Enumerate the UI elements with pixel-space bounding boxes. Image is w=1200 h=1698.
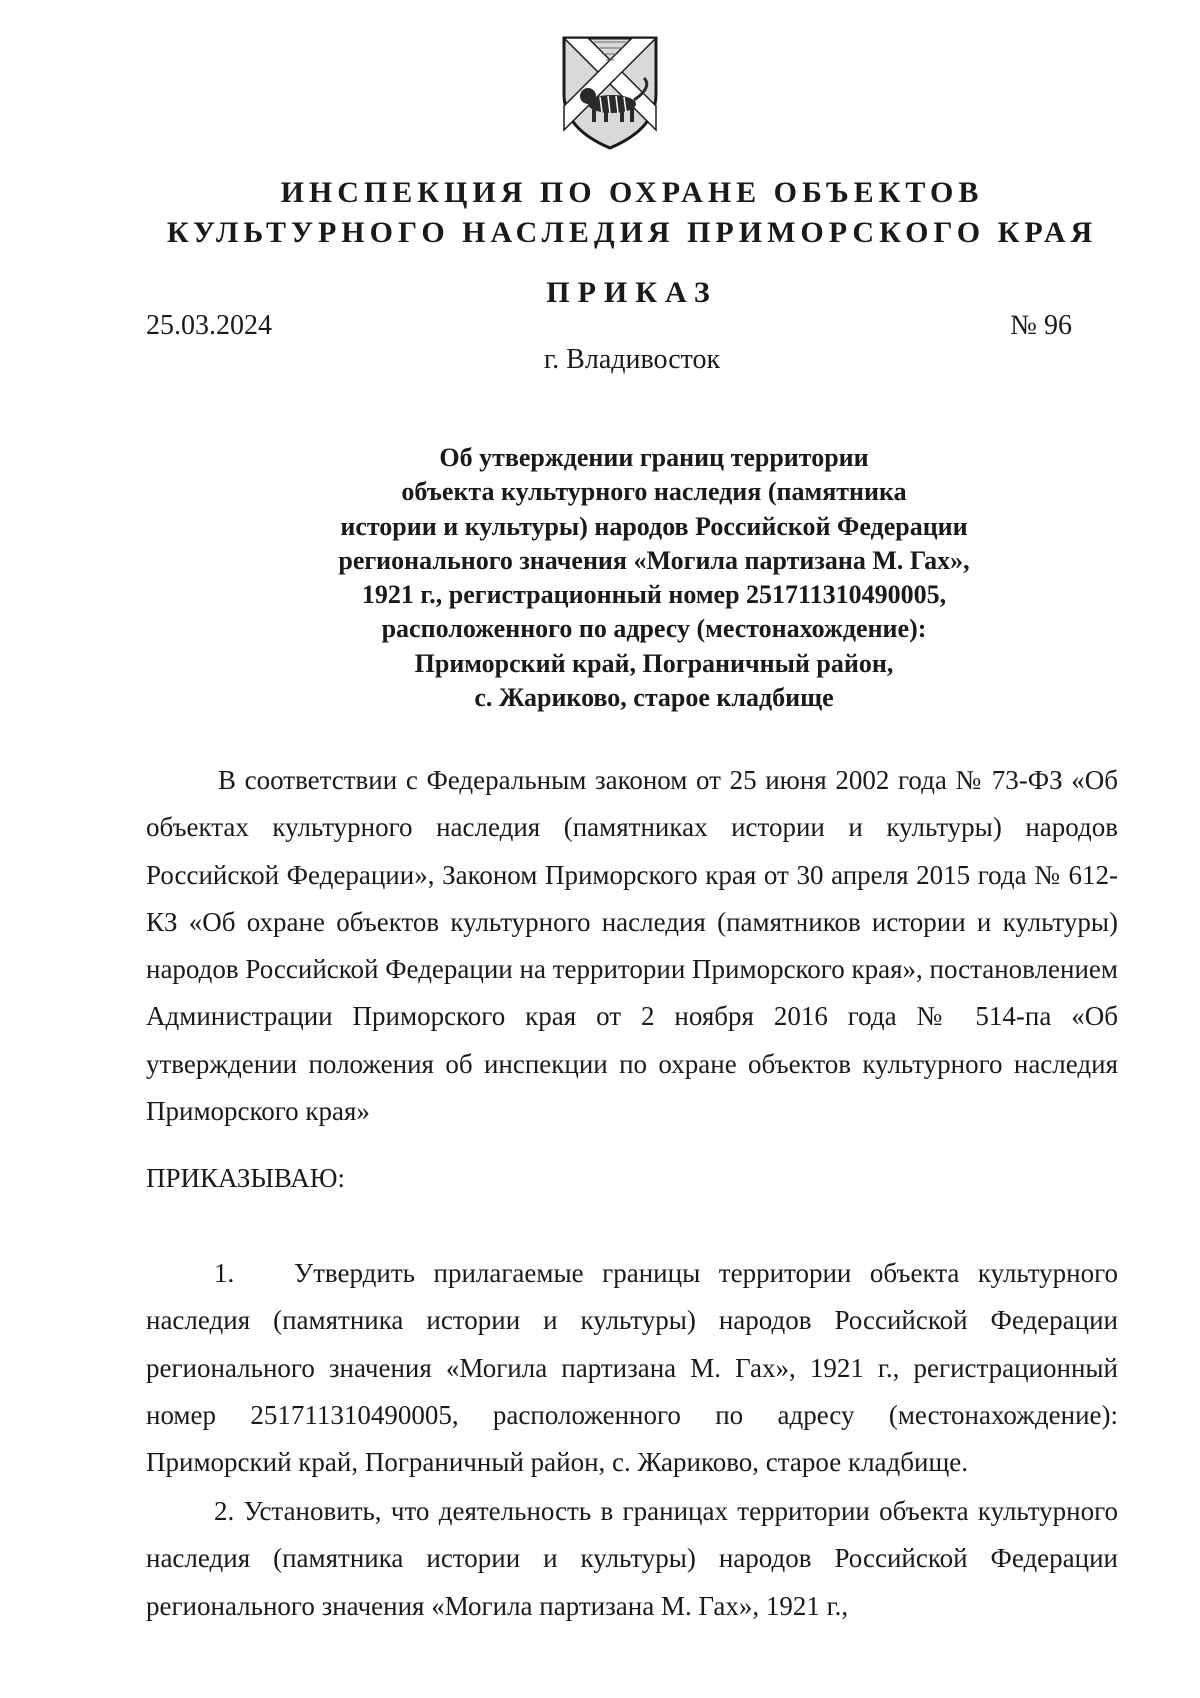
document-date: 25.03.2024: [146, 310, 272, 341]
title-line: регионального значения «Могила партизана М. Гах»,: [338, 545, 970, 575]
document-number: № 96: [1010, 310, 1072, 341]
order-item: [146, 1488, 1118, 1630]
title-line: истории и культуры) народов Российской Федерации: [340, 511, 968, 541]
title-line: объекта культурного наследия (памятника: [401, 477, 907, 507]
document-city: г. Владивосток: [543, 344, 721, 375]
document-type: ПРИКАЗ: [546, 276, 718, 309]
title-line: Приморский край, Пограничный район,: [414, 648, 894, 678]
order-item-text: Установить, что деятельность в границах территории объекта культурного наследия (памятника истории и культуры) народов Российской Федерации регионального значения «Могила партизана М. Гах», 1921 г.,: [146, 1496, 1118, 1621]
organization-name-line1: ИНСПЕКЦИЯ ПО ОХРАНЕ ОБЪЕКТОВ: [280, 176, 984, 209]
title-line: расположенного по адресу (местонахождение):: [381, 614, 927, 644]
order-item: [146, 1250, 1118, 1486]
preamble-paragraph: В соответствии с Федеральным законом от 25 июня 2002 года № 73-ФЗ «Об объектах культурного наследия (памятниках истории и культуры) народов Российской Федерации», Законом Приморского края от 30 апреля 2015 года № 612-КЗ «Об охране объектов культурного наследия (памятников истории и культуры) народов Российской Федерации на территории Приморского края», постановлением Администрации Приморского края от 2 ноября 2016 года № 514-па «Об утверждении положения об инспекции по охране объектов культурного наследия Приморского края»: [146, 765, 1118, 1127]
title-line: Об утверждении границ территории: [439, 443, 869, 472]
coat-of-arms-icon: [558, 34, 662, 152]
title-line: 1921 г., регистрационный номер 251711310490005,: [361, 580, 947, 610]
order-item-number: 1.: [214, 1258, 235, 1288]
title-line: с. Жариково, старое кладбище: [474, 683, 834, 713]
order-item-number: 2.: [214, 1496, 235, 1526]
order-item-text: Утвердить прилагаемые границы территории объекта культурного наследия (памятника истории и культуры) народов Российской Федерации регионального значения «Могила партизана М. Гах», 1921 г., регистрационный номер 251711310490005, расположенного по адресу (местонахождение): Приморский край, Пограничный район, с. Жариково, старое кладбище.: [146, 1258, 1118, 1478]
orders-label: ПРИКАЗЫВАЮ:: [146, 1163, 345, 1193]
document-title: [300, 441, 1008, 715]
organization-name-line2: КУЛЬТУРНОГО НАСЛЕДИЯ ПРИМОРСКОГО КРАЯ: [166, 216, 1098, 249]
